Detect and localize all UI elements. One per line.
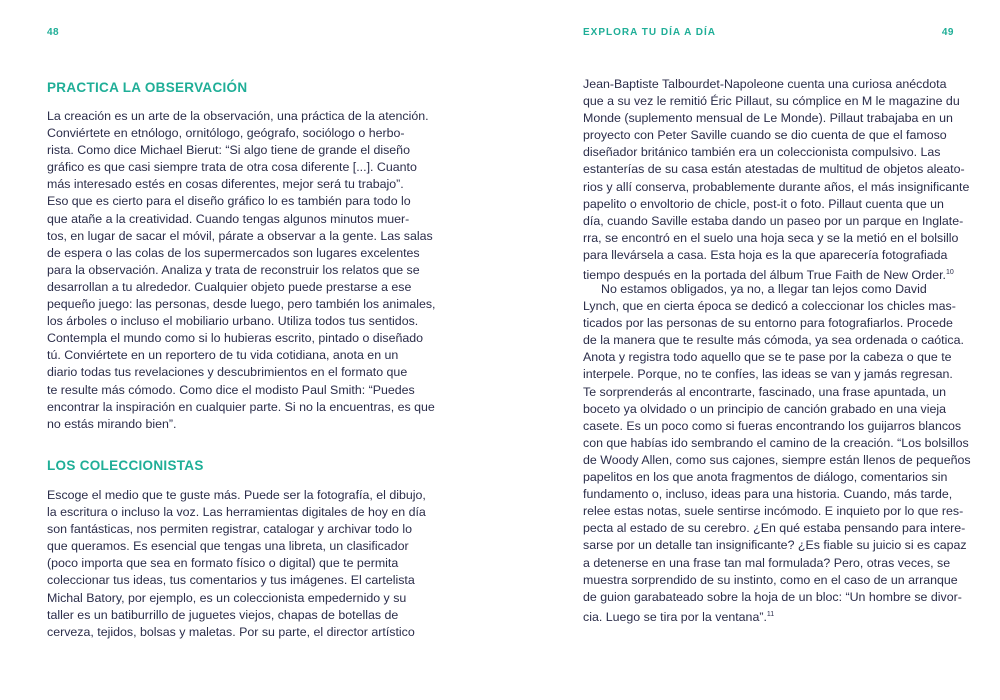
text-line: papelito o envoltorio de chicle, post-it o foto. Pillaut cuenta que un xyxy=(583,196,944,211)
text-line: Escoge el medio que te guste más. Puede ser la fotografía, el dibujo, xyxy=(47,488,426,502)
footnote-marker: 11 xyxy=(766,610,775,618)
text-line: gráfico es que casi siempre trata de otra cosa diferente [...]. Cuanto xyxy=(47,160,417,175)
text-line: coleccionar tus ideas, tus comentarios y tus imágenes. El cartelista xyxy=(47,573,415,588)
text-line: que queramos. Es esencial que tengas una libreta, un clasificador xyxy=(47,539,409,554)
text-line: boceto ya olvidado o un principio de canción grabado en una vieja xyxy=(583,401,947,416)
text-line: rios y allí conserva, probablemente durante años, el más insignificante xyxy=(583,179,970,194)
paragraph-lynch-allen xyxy=(583,281,971,626)
text-line: encontrar la inspiración en cualquier parte. Si no la encuentras, es que xyxy=(47,399,435,414)
text-line: taller es un batiburrillo de juguetes viejos, chapas de botellas de xyxy=(47,607,399,622)
text-line: (poco importa que sea en formato físico o digital) que te permita xyxy=(47,556,399,571)
paragraph-saville xyxy=(583,76,970,284)
running-head: EXPLORA TU DÍA A DÍA xyxy=(583,27,716,38)
text-line: No estamos obligados, ya no, a llegar tan lejos como David xyxy=(601,282,927,296)
text-line: rista. Como dice Michael Bierut: “Si algo tiene de grande el diseño xyxy=(47,143,410,158)
text-line: la escritura o incluso la voz. Las herramientas digitales de hoy en día xyxy=(47,505,426,520)
text-line: son fantásticas, nos permiten registrar, catalogar y archivar todo lo xyxy=(47,522,413,537)
text-line: pecta al estado de su cerebro. ¿En qué estaba pensando para intere- xyxy=(583,521,966,536)
text-line: de espera o las colas de los supermercados son lugares excelentes xyxy=(47,245,420,260)
text-line: sarse por un detalle tan insignificante? ¿Es fiable su juicio si es capaz xyxy=(583,538,967,553)
text-line: para llevársela a casa. Esta hoja es la que aparecería fotografiada xyxy=(583,247,948,262)
text-line: que a su vez le remitió Éric Pillaut, su cómplice en M le magazine du xyxy=(583,94,960,109)
text-line: tos, en lugar de sacar el móvil, párate a observar a la gente. Las salas xyxy=(47,228,433,243)
text-line: relee estas notas, suele sentirse incómodo. E inquieto por lo que res- xyxy=(583,504,964,519)
section-body-observacion xyxy=(47,108,436,433)
section-heading-coleccionistas: LOS COLECCIONISTAS xyxy=(47,458,204,473)
text-line: ticados por las personas de su entorno para fotografiarlos. Procede xyxy=(583,316,953,331)
section-body-coleccionistas xyxy=(47,487,427,641)
text-line: La creación es un arte de la observación, una práctica de la atención. xyxy=(47,109,429,123)
text-line: para la observación. Analiza y trata de reconstruir los relatos que se xyxy=(47,262,420,277)
text-line: tiempo después en la portada del álbum True Faith de New Order.$^{10}$ xyxy=(583,268,954,283)
text-line: rra, se encontró en el suelo una hoja seca y se la metió en el bolsillo xyxy=(583,230,959,245)
right-page xyxy=(500,0,1000,700)
text-line: tú. Conviértete en un reportero de tu vida cotidiana, anota en un xyxy=(47,348,399,363)
text-line: Te sorprenderás al encontrarte, fascinado, una frase apuntada, un xyxy=(583,384,947,399)
text-line: de la manera que te resulte más cómoda, ya sea ordenada o caótica. xyxy=(583,333,964,348)
text-line: no estás mirando bien”. xyxy=(47,416,177,431)
text-line: diseñador británico también era un coleccionista compulsivo. Las xyxy=(583,145,941,160)
page-number-right: 49 xyxy=(941,27,954,38)
text-line: proyecto con Peter Saville cuando se dio cuenta de que el famoso xyxy=(583,128,947,143)
text-line: con que habías ido sembrando el camino de la creación. “Los bolsillos xyxy=(583,435,969,450)
text-line: cerveza, tejidos, bolsas y maletas. Por su parte, el director artístico xyxy=(47,624,415,639)
text-line: casete. Es un poco como si fueras encontrando los guijarros blancos xyxy=(583,418,962,433)
text-line: estanterías de su casa están atestadas de multitud de objetos aleato- xyxy=(583,162,965,177)
text-line: más interesado estés en cosas diferentes, mejor será tu trabajo”. xyxy=(47,177,404,192)
text-line: Conviértete en etnólogo, ornitólogo, geógrafo, sociólogo o herbo- xyxy=(47,126,405,141)
text-line: a detenerse en una frase tan mal formulada? Pero, otras veces, se xyxy=(583,555,951,570)
text-line: los árboles o incluso el mobiliario urbano. Utiliza todos tus sentidos. xyxy=(47,314,419,329)
text-line: diario todas tus revelaciones y descubrimientos en el formato que xyxy=(47,365,408,380)
text-line: Lynch, que en cierta época se dedicó a coleccionar los chicles mas- xyxy=(583,299,956,314)
text-line: Jean-Baptiste Talbourdet-Napoleone cuenta una curiosa anécdota xyxy=(583,77,947,91)
text-line: Michal Batory, por ejemplo, es un coleccionista empedernido y su xyxy=(47,590,407,605)
text-line: desarrollan a tu alrededor. Cualquier objeto puede prestarse a ese xyxy=(47,279,412,294)
text-line: Monde (suplemento mensual de Le Monde). Pillaut trabajaba en un xyxy=(583,111,953,126)
text-line: Anota y registra todo aquello que se te pase por la cabeza o que te xyxy=(583,350,952,365)
text-line: pequeño juego: las personas, desde luego, pero también los animales, xyxy=(47,297,436,312)
section-heading-observacion: PRACTICA LA OBSERVACIÓN xyxy=(47,80,248,95)
text-line: te resulte más cómodo. Como dice el modisto Paul Smith: “Puedes xyxy=(47,382,415,397)
text-line: interpele. Porque, no te confíes, las ideas se van y jamás regresan. xyxy=(583,367,953,382)
text-line: Eso que es cierto para el diseño gráfico lo es también para todo lo xyxy=(47,194,411,209)
text-line: cia. Luego se tira por la ventana”.$^{11}$ xyxy=(583,609,775,624)
text-line: de Woody Allen, como sus cajones, siempre están llenos de pequeños xyxy=(583,452,971,467)
page-number-left: 48 xyxy=(47,27,60,38)
footnote-marker: 10 xyxy=(945,269,954,277)
text-line: fundamento o, incluso, ideas para una historia. Cuando, más tarde, xyxy=(583,487,953,502)
text-line: muestra sorprendido de su instinto, como en el caso de un arranque xyxy=(583,572,958,587)
text-line: papelitos en los que anota fragmentos de diálogo, comentarios sin xyxy=(583,470,948,485)
text-line: de guion garabateado sobre la hoja de un bloc: “Un hombre se divor- xyxy=(583,589,962,604)
text-line: Contempla el mundo como si lo hubieras escrito, pintado o diseñado xyxy=(47,331,424,346)
text-line: que atañe a la creatividad. Cuando tengas algunos minutos muer- xyxy=(47,211,410,226)
text-line: día, cuando Saville estaba dando un paseo por un parque en Inglate- xyxy=(583,213,964,228)
